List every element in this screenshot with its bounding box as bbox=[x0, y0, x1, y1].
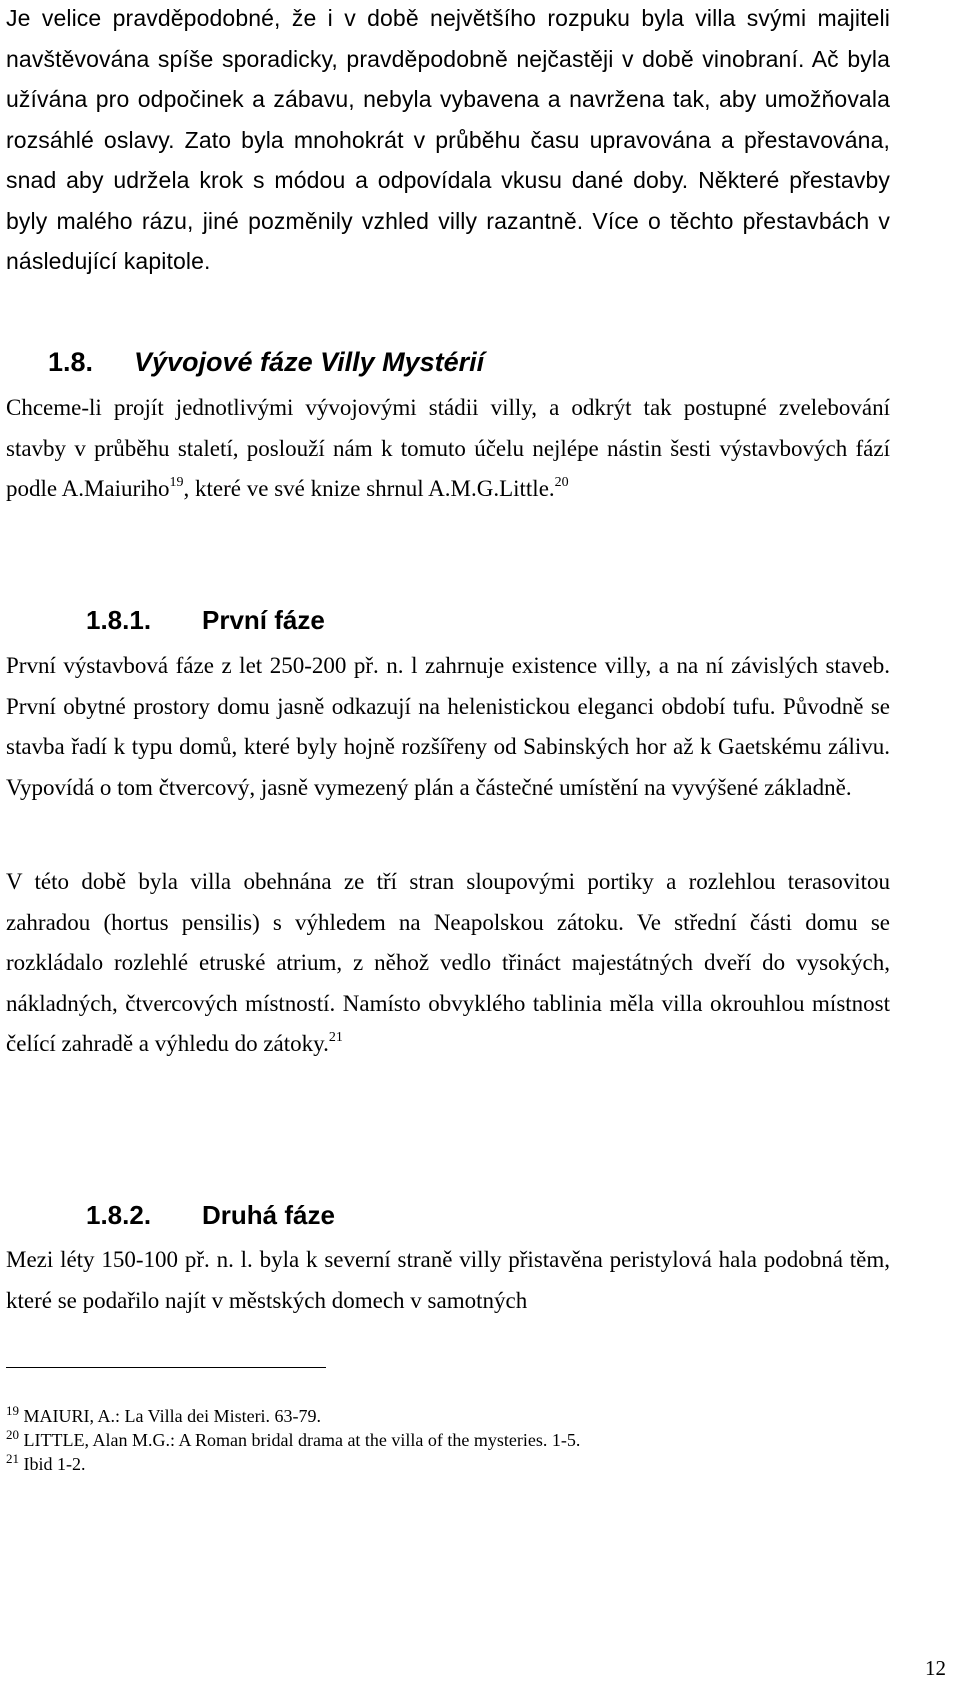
footnote-ref-21[interactable]: 21 bbox=[328, 1030, 343, 1045]
paragraph-span: V této době byla villa obehnána ze tří stran sloupovými portiky a rozlehlou terasovitou zahradou (hortus pensilis) s výhledem na Neapolskou zátoku. Ve střední části domu se rozkládalo rozlehlé etruské atrium, z něhož vedlo třináct majestátných dveří do vysokých, nákladných, čtvercových místností. Namísto obvyklého tablinia měla villa okrouhlou místnost čelící zahradě a výhledu do zátoky. bbox=[6, 869, 890, 1056]
paragraph-text: Je velice pravděpodobné, že i v době největšího rozpuku byla villa svými majiteli navštěvována spíše sporadicky, pravděpodobně nejčastěji v době vinobraní. Ač byla užívána pro odpočinek a zábavu, nebyla vybavena a navržena tak, aby umožňovala rozsáhlé oslavy. Zato byla mnohokrát v průběhu času upravována a přestavována, snad aby udržela krok s módou a odpovídala vkusu dané doby. Některé přestavby byly malého rázu, jiné pozměnily vzhled villy razantně. Více o těchto přestavbách v následující kapitole. bbox=[6, 5, 890, 274]
footnote-text: LITTLE, Alan M.G.: A Roman bridal drama at the villa of the mysteries. 1-5. bbox=[23, 1430, 581, 1450]
footnote-20 bbox=[6, 1429, 580, 1451]
page-number: 12 bbox=[925, 1656, 946, 1680]
paragraph-text bbox=[6, 388, 890, 510]
footnote-number: 19 bbox=[6, 1403, 19, 1418]
footnote-text: Ibid 1-2. bbox=[23, 1454, 86, 1474]
subsection-number: 1.8.2. bbox=[86, 1200, 152, 1230]
section-title: Vývojové fáze Villy Mystérií bbox=[134, 347, 485, 377]
paragraph-intro bbox=[6, 0, 890, 282]
paragraph-second-phase bbox=[6, 1240, 890, 1321]
paragraph-span: , které ve své knize shrnul A.M.G.Little. bbox=[183, 476, 555, 501]
subsection-heading-1-8-2 bbox=[86, 1200, 335, 1231]
paragraph-text: Mezi léty 150-100 př. n. l. byla k severní straně villy přistavěna peristylová hala podobná těm, které se podařilo najít v městských domech v samotných bbox=[6, 1247, 890, 1313]
footnote-ref-20[interactable]: 20 bbox=[554, 475, 569, 490]
section-number: 1.8. bbox=[48, 347, 94, 377]
footnote-number: 20 bbox=[6, 1427, 19, 1442]
footnote-number: 21 bbox=[6, 1451, 19, 1466]
section-heading-1-8 bbox=[48, 347, 484, 378]
footnote-text: MAIURI, A.: La Villa dei Misteri. 63-79. bbox=[23, 1406, 322, 1426]
paragraph-text bbox=[6, 862, 890, 1065]
paragraph-text: První výstavbová fáze z let 250-200 př. n. l zahrnuje existence villy, a na ní závislých staveb. První obytné prostory domu jasně odkazují na helenistickou eleganci období tufu. Původně se stavba řadí k typu domů, které byly hojně rozšířeny od Sabinských hor až k Gaetskému zálivu. Vypovídá o tom čtvercový, jasně vymezený plán a částečné umístění na vyvýšené základně. bbox=[6, 653, 890, 800]
paragraph-span: Chceme-li projít jednotlivými vývojovými stádii villy, a odkrýt tak postupné zvelebování stavby v průběhu staletí, poslouží nám k tomuto účelu nejlépe nástin šesti výstavbových fází podle A.Maiuriho bbox=[6, 395, 890, 501]
subsection-title: První fáze bbox=[202, 605, 325, 635]
footnote-21 bbox=[6, 1453, 86, 1475]
paragraph-first-phase-details bbox=[6, 862, 890, 1065]
subsection-number: 1.8.1. bbox=[86, 605, 152, 635]
footnote-19 bbox=[6, 1405, 321, 1427]
paragraph-phases-intro bbox=[6, 388, 890, 510]
subsection-heading-1-8-1 bbox=[86, 605, 325, 636]
footnote-ref-19[interactable]: 19 bbox=[169, 475, 184, 490]
subsection-title: Druhá fáze bbox=[202, 1200, 335, 1230]
paragraph-first-phase bbox=[6, 646, 890, 808]
footnote-separator bbox=[6, 1367, 326, 1368]
